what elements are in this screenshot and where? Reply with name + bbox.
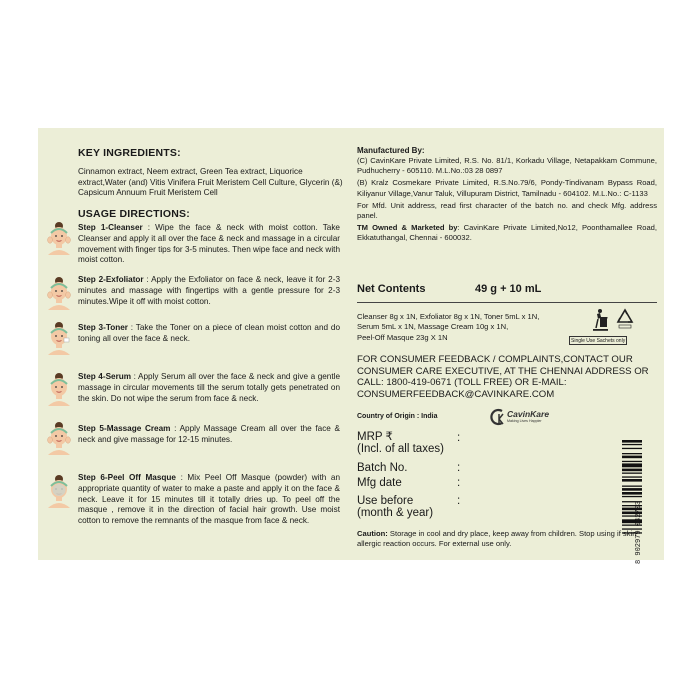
usage-step-4 <box>78 372 340 404</box>
usage-directions-title: USAGE DIRECTIONS: <box>78 207 190 220</box>
barcode-bar <box>622 440 642 443</box>
usage-step-2 <box>78 275 340 307</box>
usage-step-label: Step 1-Cleanser <box>78 223 143 232</box>
usage-step-text: : Mix Peel Off Masque (powder) with an appropriate quantity of water to make a paste and apply it on the face & neck. Leave it for 15 minutes till it totally dries up. To peel off the masque , remove it in the direction of facial hair growth. Use moist cotton to remove the remnants of the masque from face & neck. <box>78 473 341 526</box>
use-before-colon: : <box>457 495 461 507</box>
usage-step-label: Step 4-Serum <box>78 372 132 381</box>
net-contents-value: 49 g + 10 mL <box>475 283 542 295</box>
net-contents-label: Net Contents <box>357 283 426 295</box>
barcode-bar <box>622 488 642 491</box>
mrp-colon: : <box>457 432 461 444</box>
usage-step-5 <box>78 424 340 446</box>
barcode-bar <box>622 486 642 487</box>
cavinkare-logo <box>490 408 570 426</box>
ingredients-text: Cinnamon extract, Neem extract, Green Tea extract, Liquorice extract,Water (and) Vitis Vinifera Fruit Meristem Cell Culture, Glycerin (&) Capsicum Annuum Fruit Meristem Cell <box>78 167 343 198</box>
face-illustration-icon <box>44 321 74 355</box>
pack-contents <box>357 312 577 343</box>
manufacturer-1: (C) CavinKare Private Limited, R.S. No. 81/1, Korkadu Village, Netapakkam Commune, Pudhucherry - 605110. M.L.No.:03 28 0897 <box>357 156 657 176</box>
key-ingredients-title: KEY INGREDIENTS: <box>78 147 181 159</box>
barcode-bar <box>622 463 642 467</box>
tm-owned-marketed <box>357 223 657 243</box>
usage-step-text: : Apply Serum all over the face & neck and give a gentle massage in circular movements till the serum totally gets penetrated on the skin. Do not wipe the serum from face & neck. <box>78 372 340 403</box>
use-before-field <box>357 495 433 519</box>
barcode-bar <box>622 476 642 477</box>
barcode-digits: 8 902979 042703 <box>635 500 643 564</box>
face-illustration-icon <box>44 221 74 255</box>
caution-label: Caution: <box>357 529 388 538</box>
usage-step-text: : Apply the Exfoliator on face & neck, leave it for 2-3 minutes and massage with fingertips with a gentle pressure for 2-3 minutes.Wipe it off with moist cotton. <box>78 275 340 306</box>
caution-note <box>357 529 657 549</box>
usage-step-1 <box>78 223 340 266</box>
use-before-sub-label: (month & year) <box>357 507 434 519</box>
country-of-origin: Country of Origin : India <box>357 413 438 420</box>
mrp-label: MRP ₹ <box>357 431 393 443</box>
barcode-bar <box>622 461 642 462</box>
logo-name: CavinKare <box>507 409 550 419</box>
net-contents <box>357 283 657 295</box>
mfd-unit-note: For Mfd. Unit address, read first character of the batch no. and check Mfg. address panel. <box>357 200 657 221</box>
pack-line-1: Cleanser 8g x 1N, Exfoliator 8g x 1N, Toner 5mL x 1N, <box>357 312 540 321</box>
barcode-bar <box>622 444 642 445</box>
tm-owned-text: : CavinKare Private Limited,No12, Poonthamallee Road, Ekkatuthangal, Chennai - 600032. <box>357 223 657 243</box>
face-illustration-icon <box>44 276 74 310</box>
mrp-tax-label: (Incl. of all taxes) <box>357 443 444 455</box>
mrp-field <box>357 431 444 455</box>
face-illustration-icon <box>44 474 74 508</box>
usage-step-label: Step 5-Massage Cream <box>78 424 171 433</box>
usage-step-text: : Take the Toner on a piece of clean moist cotton and do toning all over the face & neck. <box>78 323 340 343</box>
barcode-bar <box>622 492 642 495</box>
mfg-colon: : <box>457 477 461 489</box>
mfg-label: Mfg date <box>357 477 402 489</box>
use-before-label: Use before <box>357 495 414 507</box>
barcode-bar <box>622 496 642 497</box>
barcode-bar <box>622 469 642 472</box>
batch-colon: : <box>457 462 461 474</box>
pack-line-3: Peel-Off Masque 23g X 1N <box>357 332 448 342</box>
barcode-bar <box>622 453 642 454</box>
barcode-bar <box>622 479 642 482</box>
manufactured-by-title: Manufactured By: <box>357 146 425 155</box>
recycle-icon <box>615 308 635 330</box>
tm-owned-label: TM Owned & Marketed by <box>357 223 458 233</box>
batch-label: Batch No. <box>357 462 408 474</box>
usage-step-text: : Apply Massage Cream all over the face & neck and give massage for 12-15 minutes. <box>78 424 340 444</box>
usage-step-label: Step 2-Exfoliator <box>78 275 144 284</box>
disposal-icons <box>569 306 649 346</box>
pack-line-2: Serum 5mL x 1N, Massage Cream 10g x 1N, <box>357 322 509 332</box>
single-use-label: Single Use Sachets only <box>571 337 626 344</box>
usage-step-text: : Wipe the face & neck with moist cotton. Take Cleanser and apply it all over the face & neck and massage in a circular movement with finger tips for 3-5 minutes. Then wipe face and neck with moist cotton. <box>78 223 340 265</box>
manufacturer-2: (B) Kralz Cosmekare Private Limited, R.S.No.79/6, Pondy-Tindivanam Bypass Road, Kiliyanur Village,Vanur Taluk, Villupuram District, Tamilnadu - 604102. M.L.No.: C-1133 <box>357 178 657 198</box>
usage-step-label: Step 6-Peel Off Masque <box>78 473 176 482</box>
right-column <box>357 146 657 564</box>
dustbin-icon <box>591 308 609 332</box>
usage-step-label: Step 3-Toner <box>78 323 128 332</box>
barcode-bar <box>622 473 642 474</box>
divider <box>357 302 657 303</box>
left-column <box>78 147 343 220</box>
logo-tagline: Making Lives Happier <box>507 419 542 423</box>
consumer-feedback: FOR CONSUMER FEEDBACK / COMPLAINTS,CONTACT OUR CONSUMER CARE EXECUTIVE, AT THE CHENNAI ADDRESS OR CALL: 1800-419-0671 (TOLL FREE) OR E-MAIL: CONSUMERFEEDBACK@CAVINKARE.COM <box>357 354 649 400</box>
face-illustration-icon <box>44 372 74 406</box>
caution-text: Storage in cool and dry place, keep away from children. Stop using if skin allergic reaction occurs. For external use only. <box>357 529 637 549</box>
face-illustration-icon <box>44 421 74 455</box>
usage-step-3 <box>78 323 340 345</box>
cavinkare-logo-icon <box>490 408 506 426</box>
usage-step-6 <box>78 473 340 527</box>
barcode-bar <box>622 456 642 459</box>
barcode-bar <box>622 448 642 449</box>
